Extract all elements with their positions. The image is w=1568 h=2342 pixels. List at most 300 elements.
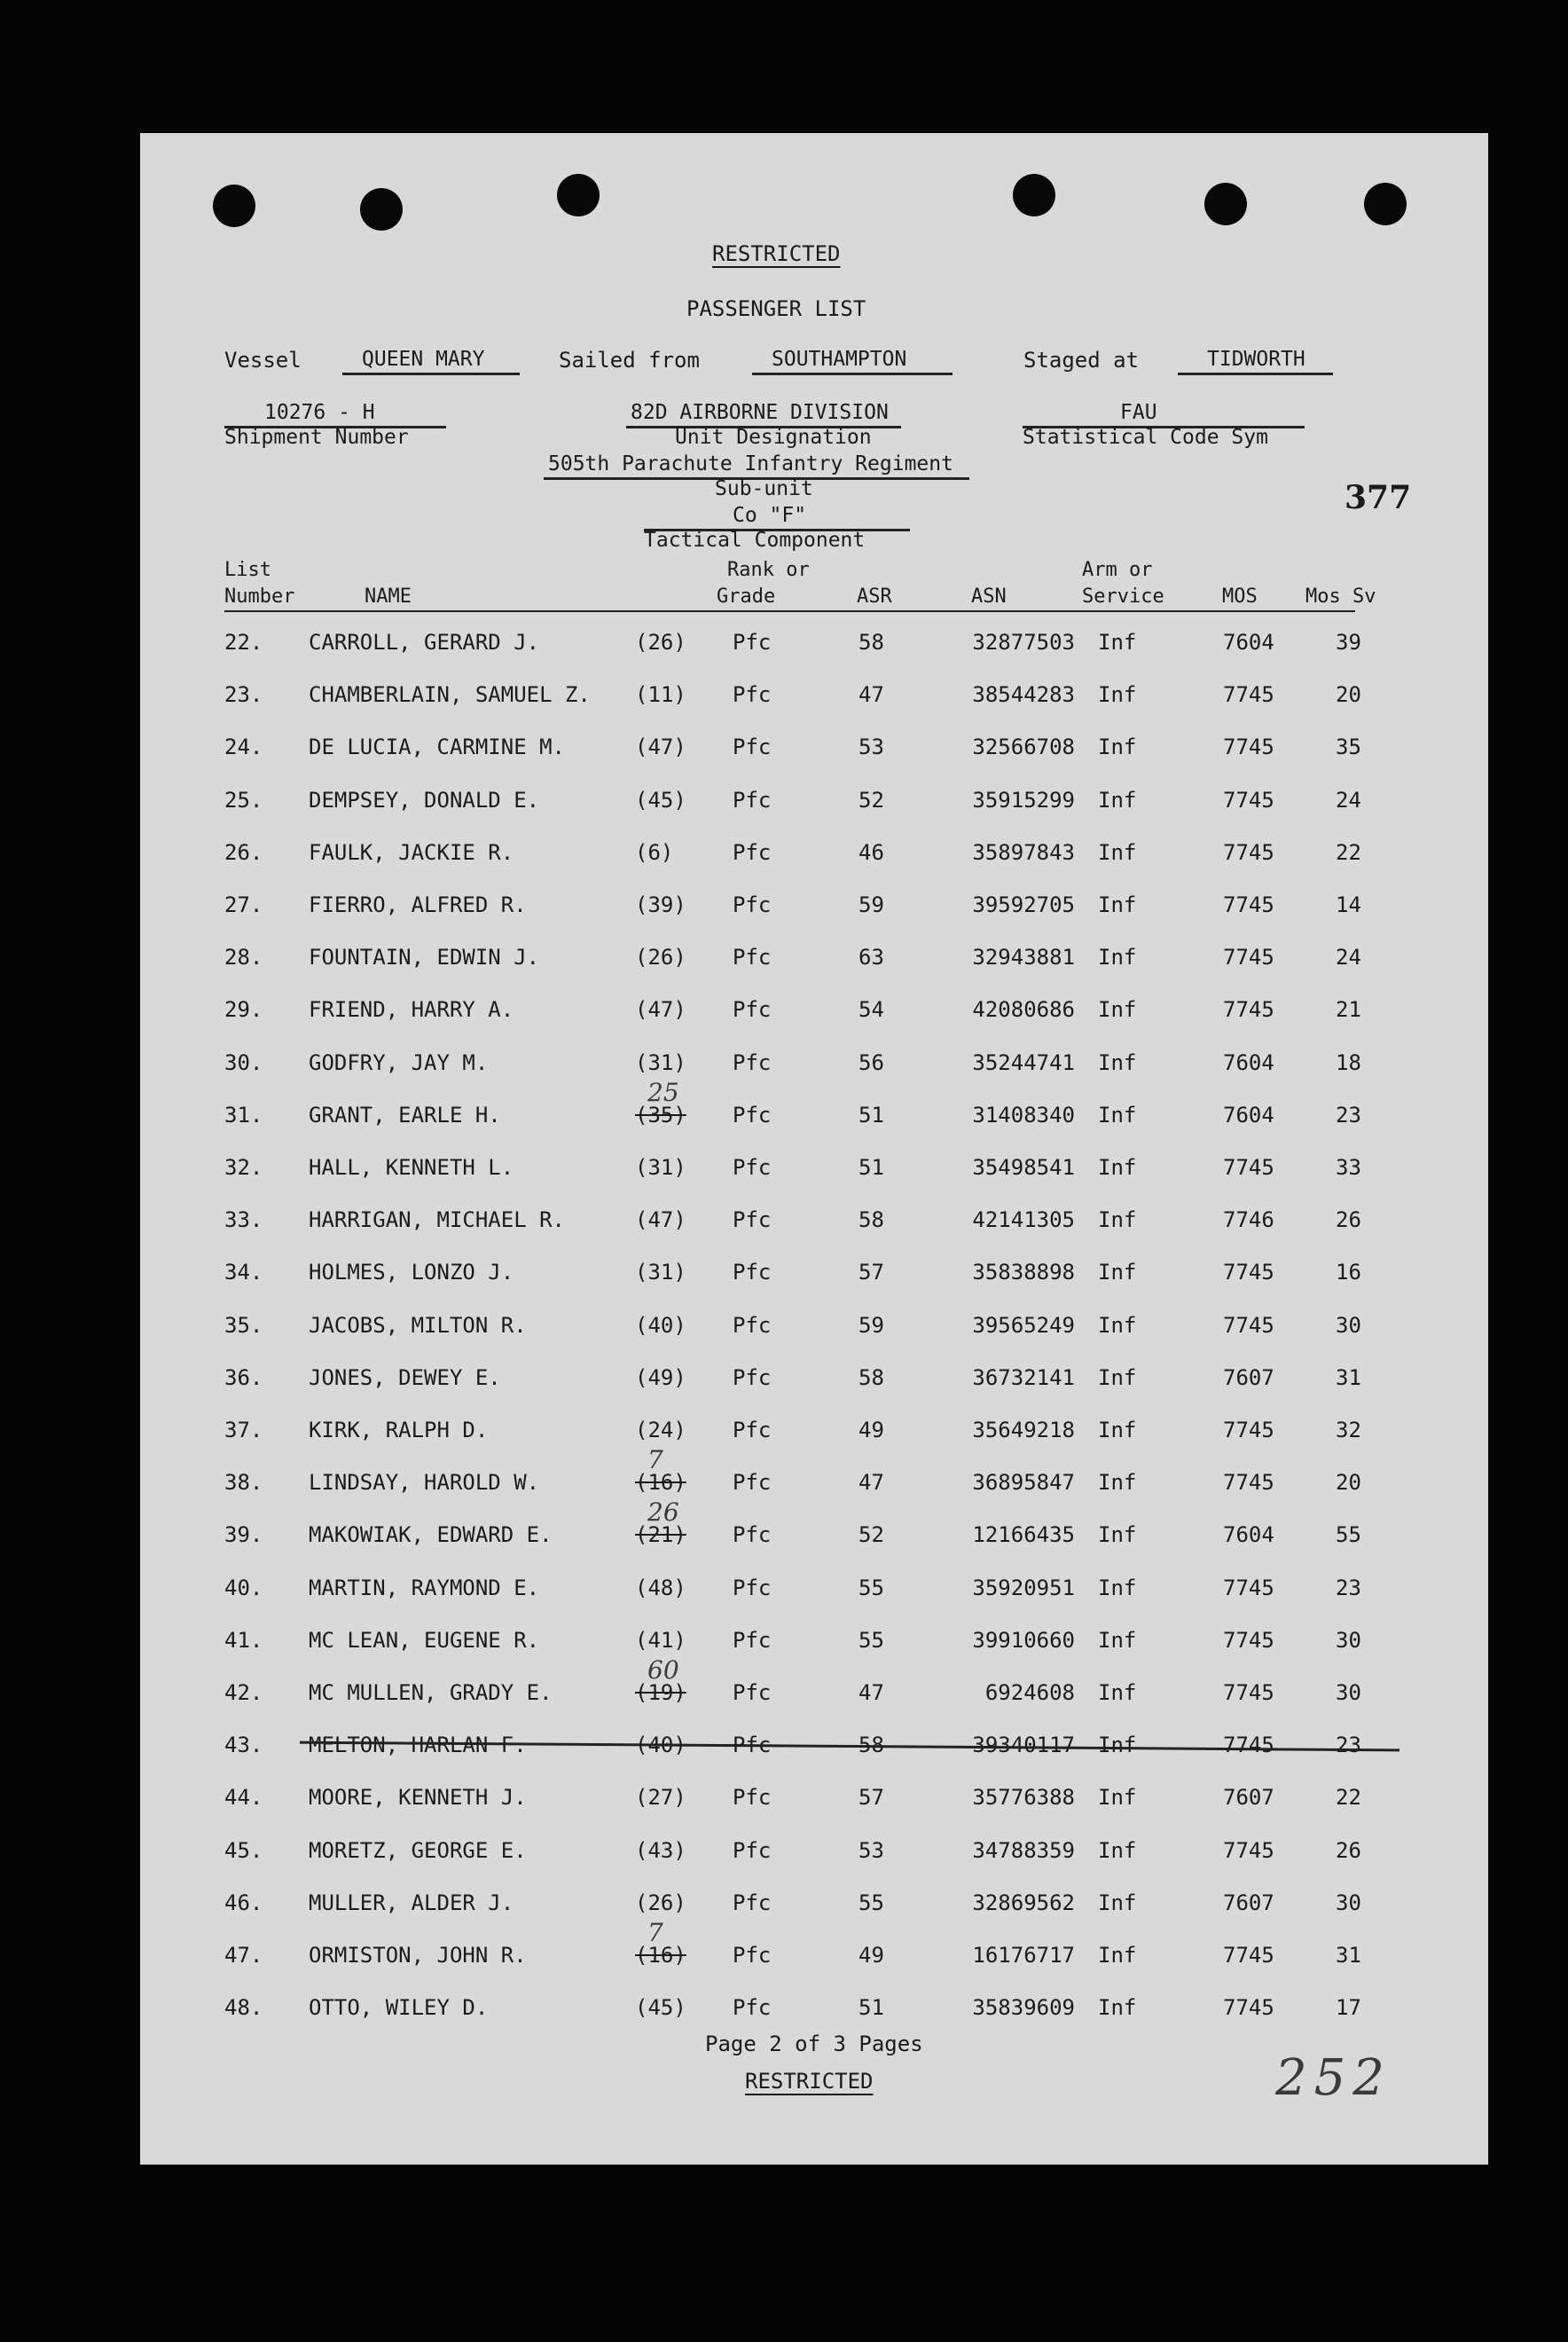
row-age: (49) — [635, 1364, 686, 1390]
row-asn: 32566708 — [972, 735, 1075, 760]
table-row — [140, 1576, 1488, 1611]
col-asr: ASR — [857, 586, 892, 608]
row-asn: 35838898 — [972, 1260, 1075, 1285]
table-row — [140, 1418, 1488, 1453]
row-age: (6) — [635, 839, 674, 865]
row-asn: 35244741 — [972, 1049, 1075, 1075]
table-row — [140, 892, 1488, 928]
row-rank: Pfc — [733, 1260, 772, 1285]
page-stamp: 377 — [1345, 479, 1412, 516]
row-mos: 7745 — [1223, 1627, 1274, 1653]
row-asn: 39565249 — [972, 1312, 1075, 1338]
table-row — [140, 735, 1488, 770]
row-age: (19) — [635, 1680, 686, 1705]
row-mos: 7604 — [1223, 1049, 1274, 1075]
row-mos: 7745 — [1223, 682, 1274, 708]
row-number: 44. — [224, 1785, 263, 1811]
table-row — [140, 1785, 1488, 1820]
row-mos-sv: 39 — [1336, 630, 1361, 655]
row-name: MORETZ, GEORGE E. — [309, 1837, 527, 1863]
handwritten-age-correction: 7 — [647, 1445, 663, 1475]
col-arm: Arm or Service — [1082, 559, 1164, 608]
row-name: MC LEAN, EUGENE R. — [309, 1627, 540, 1653]
table-row — [140, 682, 1488, 718]
row-age: (16) — [635, 1943, 686, 1968]
row-age: (39) — [635, 892, 686, 917]
table-row — [140, 1995, 1488, 2031]
row-mos-sv: 23 — [1336, 1733, 1361, 1758]
row-rank: Pfc — [733, 945, 772, 971]
row-asr: 46 — [858, 839, 884, 865]
row-mos: 7745 — [1223, 892, 1274, 917]
row-rank: Pfc — [733, 1522, 772, 1548]
row-arm: Inf — [1098, 1470, 1137, 1496]
row-age: (40) — [635, 1312, 686, 1338]
row-asr: 49 — [858, 1943, 884, 1968]
subunit-label: Sub-unit — [715, 477, 813, 500]
row-asr: 52 — [858, 1522, 884, 1548]
row-asr: 47 — [858, 682, 884, 708]
table-row — [140, 1365, 1488, 1401]
row-asn: 42080686 — [972, 997, 1075, 1023]
row-age: (31) — [635, 1260, 686, 1285]
row-arm: Inf — [1098, 1943, 1137, 1968]
row-arm: Inf — [1098, 997, 1137, 1023]
col-mos: MOS — [1222, 586, 1258, 608]
tactical-component-label: Tactical Component — [644, 529, 866, 552]
row-arm: Inf — [1098, 735, 1137, 760]
row-arm: Inf — [1098, 1102, 1137, 1128]
row-number: 41. — [224, 1627, 263, 1653]
row-arm: Inf — [1098, 1890, 1137, 1915]
row-age: (45) — [635, 1995, 686, 2021]
row-asn: 35915299 — [972, 787, 1075, 813]
shipment-value: 10276 - H — [264, 401, 375, 424]
table-row — [140, 997, 1488, 1033]
row-name: MAKOWIAK, EDWARD E. — [309, 1522, 553, 1548]
row-age: (21) — [635, 1522, 686, 1548]
row-name: HALL, KENNETH L. — [309, 1155, 514, 1180]
row-rank: Pfc — [733, 1470, 772, 1496]
table-row — [140, 1050, 1488, 1086]
staged-label: Staged at — [1023, 348, 1140, 373]
row-rank: Pfc — [733, 1733, 772, 1758]
row-arm: Inf — [1098, 1680, 1137, 1705]
row-mos-sv: 22 — [1336, 1785, 1361, 1811]
table-row — [140, 1313, 1488, 1348]
row-mos: 7604 — [1223, 1522, 1274, 1548]
row-age: (26) — [635, 1890, 686, 1915]
row-asr: 51 — [858, 1155, 884, 1180]
row-age: (47) — [635, 997, 686, 1023]
row-asn: 32877503 — [972, 630, 1075, 655]
row-mos: 7745 — [1223, 1312, 1274, 1338]
row-mos: 7745 — [1223, 1837, 1274, 1863]
table-row — [140, 1655, 1488, 1716]
row-asn: 39340117 — [972, 1733, 1075, 1758]
col-list-number: List Number — [224, 559, 295, 608]
row-asr: 52 — [858, 787, 884, 813]
row-mos: 7604 — [1223, 1102, 1274, 1128]
row-asn: 35776388 — [972, 1785, 1075, 1811]
row-age: (35) — [635, 1102, 686, 1128]
row-number: 36. — [224, 1364, 263, 1390]
row-asn: 35498541 — [972, 1155, 1075, 1180]
row-name: DEMPSEY, DONALD E. — [309, 787, 540, 813]
col-mos-sv: Mos Sv — [1305, 586, 1376, 608]
table-row — [140, 1155, 1488, 1191]
row-number: 47. — [224, 1943, 263, 1968]
table-row — [140, 788, 1488, 823]
row-mos: 7745 — [1223, 1470, 1274, 1496]
row-number: 37. — [224, 1418, 263, 1442]
row-asr: 56 — [858, 1049, 884, 1075]
row-asr: 59 — [858, 1312, 884, 1338]
row-rank: Pfc — [733, 1207, 772, 1233]
table-row — [140, 1260, 1488, 1295]
row-number: 27. — [224, 892, 263, 917]
row-arm: Inf — [1098, 1837, 1137, 1863]
row-asr: 47 — [858, 1680, 884, 1705]
row-mos: 7745 — [1223, 1418, 1274, 1442]
row-name: FRIEND, HARRY A. — [309, 997, 514, 1023]
row-number: 35. — [224, 1312, 263, 1338]
handwritten-age-correction: 7 — [647, 1918, 663, 1947]
row-name: DE LUCIA, CARMINE M. — [309, 735, 565, 760]
row-number: 29. — [224, 997, 263, 1023]
row-name: JACOBS, MILTON R. — [309, 1312, 527, 1338]
row-rank: Pfc — [733, 630, 772, 655]
col-rank: Rank or Grade — [717, 559, 810, 608]
row-number: 31. — [224, 1102, 263, 1128]
row-mos: 7745 — [1223, 945, 1274, 971]
row-mos-sv: 31 — [1336, 1943, 1361, 1968]
row-asr: 58 — [858, 1733, 884, 1758]
row-age: (31) — [635, 1049, 686, 1075]
restricted-top: RESTRICTED — [712, 241, 841, 266]
row-number: 34. — [224, 1260, 263, 1285]
row-rank: Pfc — [733, 1785, 772, 1811]
row-age: (45) — [635, 787, 686, 813]
row-name: HOLMES, LONZO J. — [309, 1260, 514, 1285]
row-rank: Pfc — [733, 1575, 772, 1600]
shipment-label: Shipment Number — [224, 426, 409, 449]
row-mos-sv: 32 — [1336, 1418, 1361, 1442]
row-rank: Pfc — [733, 1102, 772, 1128]
stat-code-value: FAU — [1120, 401, 1157, 424]
handwritten-annotation: 252 — [1275, 2049, 1392, 2107]
row-asr: 55 — [858, 1575, 884, 1600]
page-number-text: Page 2 of 3 Pages — [705, 2032, 923, 2056]
row-name: OTTO, WILEY D. — [309, 1995, 489, 2021]
row-mos: 7745 — [1223, 787, 1274, 813]
row-rank: Pfc — [733, 1418, 772, 1442]
row-asn: 35920951 — [972, 1575, 1075, 1600]
row-mos-sv: 35 — [1336, 735, 1361, 760]
row-rank: Pfc — [733, 839, 772, 865]
row-number: 26. — [224, 839, 263, 865]
row-rank: Pfc — [733, 1627, 772, 1653]
table-row — [140, 1207, 1488, 1243]
row-name: GODFRY, JAY M. — [309, 1049, 489, 1075]
row-arm: Inf — [1098, 1207, 1137, 1233]
row-name: LINDSAY, HAROLD W. — [309, 1470, 540, 1496]
row-mos-sv: 30 — [1336, 1680, 1361, 1705]
row-age: (43) — [635, 1837, 686, 1863]
row-rank: Pfc — [733, 1837, 772, 1863]
row-age: (24) — [635, 1418, 686, 1442]
row-rank: Pfc — [733, 1995, 772, 2021]
row-asn: 35649218 — [972, 1418, 1075, 1442]
row-rank: Pfc — [733, 1049, 772, 1075]
row-mos-sv: 31 — [1336, 1364, 1361, 1390]
row-asn: 42141305 — [972, 1207, 1075, 1233]
row-number: 25. — [224, 787, 263, 813]
row-arm: Inf — [1098, 1627, 1137, 1653]
row-rank: Pfc — [733, 892, 772, 917]
row-mos-sv: 30 — [1336, 1312, 1361, 1338]
row-number: 30. — [224, 1049, 263, 1075]
row-name: FOUNTAIN, EDWIN J. — [309, 945, 540, 971]
row-number: 48. — [224, 1995, 263, 2021]
row-mos-sv: 14 — [1336, 892, 1361, 917]
row-arm: Inf — [1098, 630, 1137, 655]
row-mos-sv: 26 — [1336, 1837, 1361, 1863]
row-mos: 7604 — [1223, 630, 1274, 655]
row-arm: Inf — [1098, 1312, 1137, 1338]
row-arm: Inf — [1098, 1522, 1137, 1548]
row-asn: 35839609 — [972, 1995, 1075, 2021]
col-name: NAME — [365, 586, 412, 608]
row-asn: 16176717 — [972, 1943, 1075, 1968]
vessel-value: QUEEN MARY — [362, 348, 485, 371]
table-row — [140, 1918, 1488, 1978]
row-asr: 55 — [858, 1890, 884, 1915]
row-asr: 55 — [858, 1627, 884, 1653]
staged-value: TIDWORTH — [1207, 348, 1305, 371]
row-arm: Inf — [1098, 787, 1137, 813]
row-name: MOORE, KENNETH J. — [309, 1785, 527, 1811]
row-age: (48) — [635, 1575, 686, 1600]
row-asn: 34788359 — [972, 1837, 1075, 1863]
row-arm: Inf — [1098, 945, 1137, 971]
row-mos: 7745 — [1223, 1943, 1274, 1968]
division: 82D AIRBORNE DIVISION — [631, 401, 889, 424]
row-mos: 7745 — [1223, 735, 1274, 760]
row-asr: 58 — [858, 630, 884, 655]
row-asr: 51 — [858, 1102, 884, 1128]
row-age: (47) — [635, 1207, 686, 1233]
row-name: MULLER, ALDER J. — [309, 1890, 514, 1915]
row-asr: 58 — [858, 1364, 884, 1390]
page-title: PASSENGER LIST — [686, 296, 866, 321]
row-number: 40. — [224, 1575, 263, 1600]
row-mos-sv: 26 — [1336, 1207, 1361, 1233]
row-mos: 7745 — [1223, 1260, 1274, 1285]
row-mos: 7745 — [1223, 1575, 1274, 1600]
row-number: 28. — [224, 945, 263, 971]
row-rank: Pfc — [733, 1890, 772, 1915]
row-age: (40) — [635, 1733, 686, 1758]
row-arm: Inf — [1098, 1260, 1137, 1285]
row-number: 43. — [224, 1733, 263, 1758]
row-mos: 7745 — [1223, 1155, 1274, 1180]
row-age: (11) — [635, 682, 686, 708]
row-asr: 51 — [858, 1995, 884, 2021]
row-asr: 63 — [858, 945, 884, 971]
row-asn: 36895847 — [972, 1470, 1075, 1496]
company: Co "F" — [733, 504, 807, 527]
row-number: 24. — [224, 735, 263, 760]
row-name: MELTON, HARLAN F. — [309, 1733, 527, 1758]
row-age: (16) — [635, 1470, 686, 1496]
table-row — [140, 945, 1488, 980]
row-arm: Inf — [1098, 1155, 1137, 1180]
row-mos-sv: 21 — [1336, 997, 1361, 1023]
row-rank: Pfc — [733, 1680, 772, 1705]
row-name: CARROLL, GERARD J. — [309, 630, 540, 655]
row-name: ORMISTON, JOHN R. — [309, 1943, 527, 1968]
regiment: 505th Parachute Infantry Regiment — [548, 452, 953, 475]
col-asn: ASN — [971, 586, 1007, 608]
row-mos-sv: 30 — [1336, 1890, 1361, 1915]
row-asr: 54 — [858, 997, 884, 1023]
row-mos-sv: 24 — [1336, 945, 1361, 971]
unit-designation-label: Unit Designation — [675, 426, 872, 449]
row-mos-sv: 16 — [1336, 1260, 1361, 1285]
row-number: 42. — [224, 1680, 263, 1705]
sailed-value: SOUTHAMPTON — [772, 348, 907, 371]
row-arm: Inf — [1098, 1364, 1137, 1390]
row-mos-sv: 23 — [1336, 1102, 1361, 1128]
row-mos: 7607 — [1223, 1364, 1274, 1390]
table-row — [140, 630, 1488, 665]
row-mos: 7745 — [1223, 1680, 1274, 1705]
row-asr: 57 — [858, 1260, 884, 1285]
row-name: JONES, DEWEY E. — [309, 1364, 501, 1390]
row-name: MC MULLEN, GRADY E. — [309, 1680, 553, 1705]
row-name: FAULK, JACKIE R. — [309, 839, 514, 865]
row-arm: Inf — [1098, 1733, 1137, 1758]
row-mos-sv: 22 — [1336, 839, 1361, 865]
row-name: GRANT, EARLE H. — [309, 1102, 501, 1128]
row-rank: Pfc — [733, 735, 772, 760]
row-asn: 36732141 — [972, 1364, 1075, 1390]
row-mos: 7745 — [1223, 1995, 1274, 2021]
row-mos-sv: 33 — [1336, 1155, 1361, 1180]
restricted-bottom: RESTRICTED — [745, 2069, 874, 2094]
row-arm: Inf — [1098, 892, 1137, 917]
row-arm: Inf — [1098, 1049, 1137, 1075]
row-mos-sv: 24 — [1336, 787, 1361, 813]
row-mos-sv: 30 — [1336, 1627, 1361, 1653]
handwritten-age-correction: 26 — [647, 1497, 679, 1528]
row-mos-sv: 20 — [1336, 1470, 1361, 1496]
row-asn: 32869562 — [972, 1890, 1075, 1915]
row-number: 46. — [224, 1890, 263, 1915]
row-number: 22. — [224, 630, 263, 655]
row-arm: Inf — [1098, 839, 1137, 865]
row-rank: Pfc — [733, 997, 772, 1023]
row-asn: 6924608 — [984, 1680, 1075, 1705]
row-age: (31) — [635, 1155, 686, 1180]
handwritten-age-correction: 25 — [647, 1077, 679, 1107]
row-asn: 12166435 — [972, 1522, 1075, 1548]
table-row — [140, 1890, 1488, 1926]
row-number: 45. — [224, 1837, 263, 1863]
document-page — [140, 133, 1488, 2165]
row-asr: 49 — [858, 1418, 884, 1442]
row-asn: 39592705 — [972, 892, 1075, 917]
row-number: 33. — [224, 1207, 263, 1233]
sailed-label: Sailed from — [559, 348, 700, 373]
row-number: 38. — [224, 1470, 263, 1496]
row-asr: 53 — [858, 735, 884, 760]
row-arm: Inf — [1098, 1785, 1137, 1811]
row-age: (41) — [635, 1627, 686, 1653]
row-age: (47) — [635, 735, 686, 760]
table-row — [140, 1733, 1488, 1768]
row-name: KIRK, RALPH D. — [309, 1418, 489, 1442]
row-rank: Pfc — [733, 682, 772, 708]
row-asr: 59 — [858, 892, 884, 917]
table-row — [140, 1838, 1488, 1874]
row-name: FIERRO, ALFRED R. — [309, 892, 527, 917]
row-name: MARTIN, RAYMOND E. — [309, 1575, 540, 1600]
table-row — [140, 1077, 1488, 1138]
row-mos: 7607 — [1223, 1890, 1274, 1915]
row-arm: Inf — [1098, 1575, 1137, 1600]
row-asn: 32943881 — [972, 945, 1075, 971]
row-age: (26) — [635, 630, 686, 655]
row-mos: 7745 — [1223, 1733, 1274, 1758]
table-row — [140, 840, 1488, 876]
row-asn: 38544283 — [972, 682, 1075, 708]
table-row — [140, 1628, 1488, 1663]
row-arm: Inf — [1098, 1418, 1137, 1442]
row-asr: 57 — [858, 1785, 884, 1811]
handwritten-age-correction: 60 — [647, 1655, 679, 1685]
row-mos-sv: 23 — [1336, 1575, 1361, 1600]
row-asn: 39910660 — [972, 1627, 1075, 1653]
row-mos: 7745 — [1223, 839, 1274, 865]
row-name: HARRIGAN, MICHAEL R. — [309, 1207, 565, 1233]
row-age: (27) — [635, 1785, 686, 1811]
row-mos: 7745 — [1223, 997, 1274, 1023]
row-asr: 58 — [858, 1207, 884, 1233]
row-age: (26) — [635, 945, 686, 971]
row-number: 23. — [224, 682, 263, 708]
row-asr: 47 — [858, 1470, 884, 1496]
row-number: 39. — [224, 1522, 263, 1548]
row-asn: 31408340 — [972, 1102, 1075, 1128]
row-asn: 35897843 — [972, 839, 1075, 865]
row-mos-sv: 18 — [1336, 1049, 1361, 1075]
row-rank: Pfc — [733, 1943, 772, 1968]
row-mos-sv: 17 — [1336, 1995, 1361, 2021]
passenger-table — [140, 133, 1488, 2165]
vessel-label: Vessel — [224, 348, 302, 373]
row-arm: Inf — [1098, 682, 1137, 708]
row-mos-sv: 55 — [1336, 1522, 1361, 1548]
row-arm: Inf — [1098, 1995, 1137, 2021]
row-mos-sv: 20 — [1336, 682, 1361, 708]
table-row — [140, 1497, 1488, 1558]
row-name: CHAMBERLAIN, SAMUEL Z. — [309, 682, 591, 708]
row-rank: Pfc — [733, 1312, 772, 1338]
table-row — [140, 1445, 1488, 1505]
row-rank: Pfc — [733, 1155, 772, 1180]
